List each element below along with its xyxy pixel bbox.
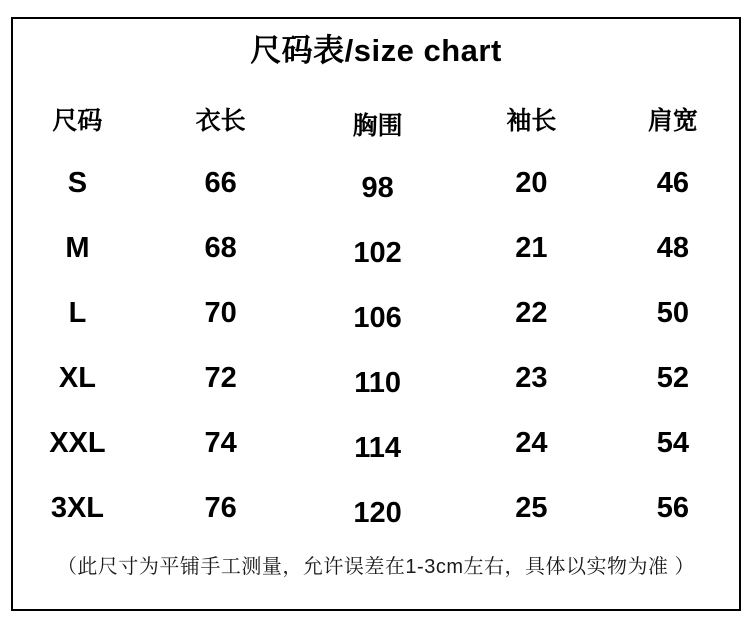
table-cell: 46: [656, 167, 690, 199]
table-cell: 24: [515, 427, 548, 459]
table-cell: 70: [204, 297, 237, 329]
header-cell: 衣长: [195, 106, 246, 135]
table-cell: 21: [515, 232, 548, 264]
table-cell: 98: [361, 172, 394, 204]
table-cell: 54: [656, 427, 690, 459]
table-cell: 120: [353, 497, 402, 529]
table-row: [13, 411, 739, 476]
table-cell: XL: [58, 362, 96, 394]
header-cell: 肩宽: [647, 106, 698, 135]
header-cell: 袖长: [506, 106, 557, 135]
table-cell: 52: [656, 362, 690, 394]
header-cell: 胸围: [352, 111, 403, 140]
table-header-row: [13, 86, 739, 151]
table-cell: 50: [656, 297, 690, 329]
table-cell: L: [68, 297, 87, 329]
table-cell: 23: [515, 362, 548, 394]
table-cell: 102: [353, 237, 402, 269]
page-title: 尺码表/size chart: [250, 33, 502, 68]
header-cell: 尺码: [52, 106, 103, 135]
table-cell: S: [67, 167, 88, 199]
table-cell: 72: [204, 362, 237, 394]
table-row: [13, 281, 739, 346]
table-cell: 68: [204, 232, 237, 264]
size-table: [13, 86, 739, 541]
table-cell: 106: [353, 302, 402, 334]
table-cell: 66: [204, 167, 237, 199]
table-cell: 20: [515, 167, 548, 199]
table-cell: 56: [656, 492, 690, 524]
measurement-note: （此尺寸为平铺手工测量，允许误差在1-3cm左右，具体以实物为准 ）: [56, 556, 696, 578]
table-row: [13, 151, 739, 216]
table-cell: M: [65, 232, 90, 264]
table-row: [13, 346, 739, 411]
table-cell: XXL: [49, 427, 106, 459]
table-cell: 3XL: [50, 492, 105, 524]
table-row: [13, 476, 739, 541]
size-chart-frame: [11, 17, 741, 611]
table-cell: 74: [204, 427, 237, 459]
table-cell: 48: [656, 232, 690, 264]
table-row: [13, 216, 739, 281]
table-cell: 25: [515, 492, 548, 524]
table-cell: 110: [354, 367, 401, 399]
table-cell: 22: [515, 297, 548, 329]
table-cell: 76: [204, 492, 237, 524]
table-cell: 114: [354, 432, 401, 464]
